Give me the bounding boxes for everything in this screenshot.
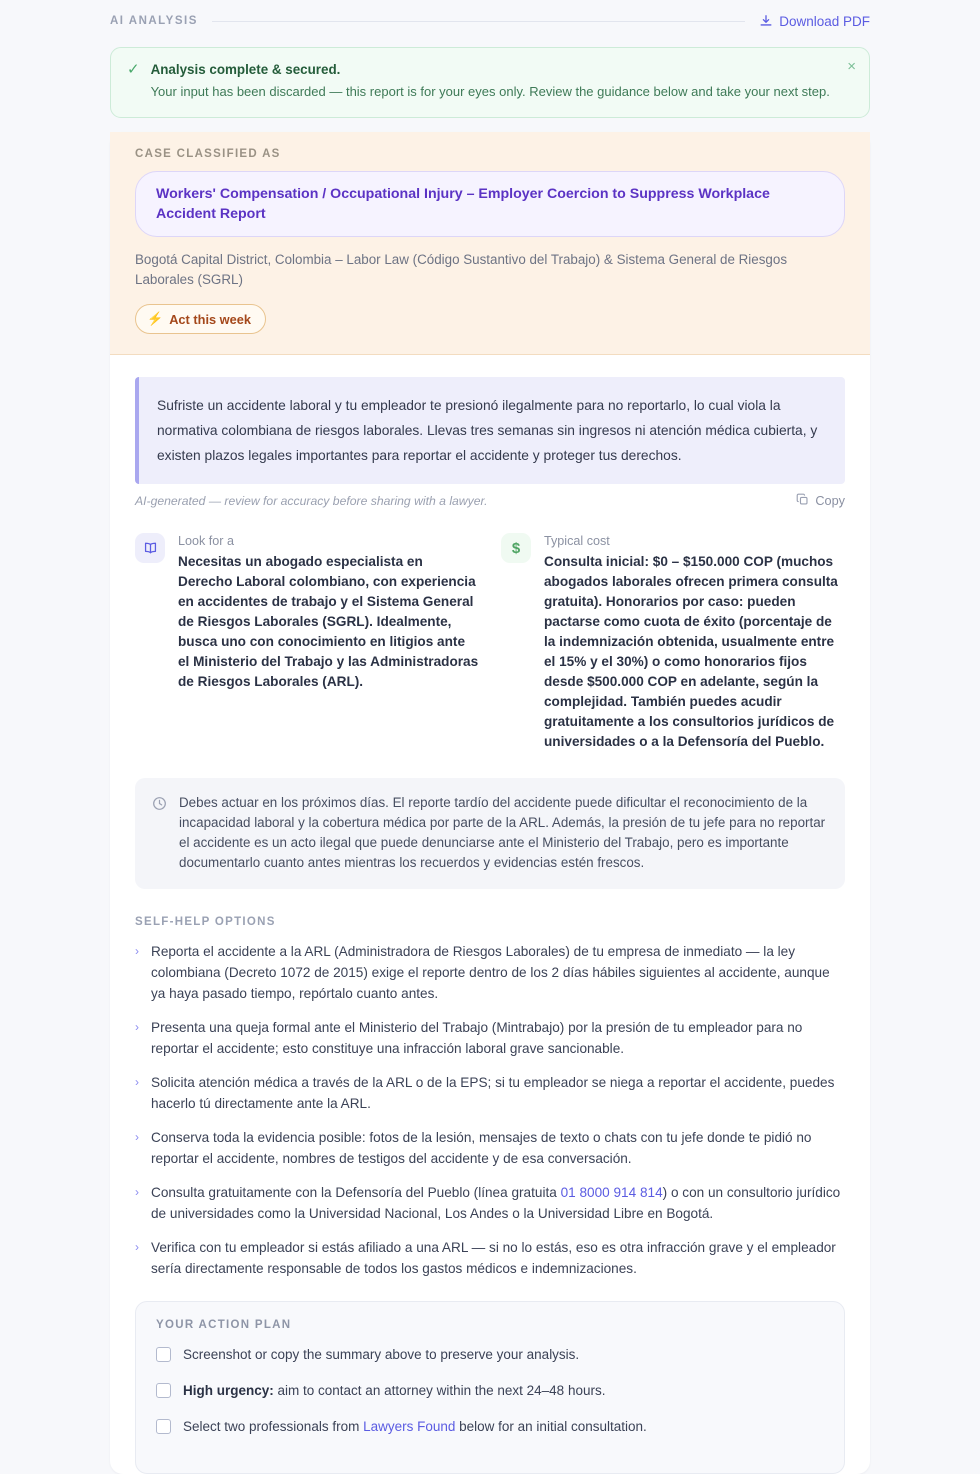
chevron-right-icon: › [135,1240,139,1254]
action-plan-item-text: High urgency: aim to contact an attorney within the next 24–48 hours. [183,1383,606,1398]
self-help-item-text: Conserva toda la evidencia posible: fotos de la lesión, mensajes de texto o chats con tu jefe donde te pidió no reportar el accidente, nombres de testigos del accidente y de esa conversación. [151,1130,812,1166]
action-plan-checkbox[interactable] [156,1419,171,1434]
self-help-item [135,941,845,1004]
action-plan-item-text: Screenshot or copy the summary above to preserve your analysis. [183,1347,580,1362]
detail-typical-cost [501,533,845,752]
chevron-right-icon: › [135,1130,139,1144]
summary-quote: Sufriste un accidente laboral y tu empleador te presionó ilegalmente para no reportarlo, lo cual viola la normativa colombiana de riesgos laborales. Llevas tres semanas sin ingresos ni atención médica cubierta, y existen plazos legales importantes para reportar el accidente y proteger tus derechos. [135,377,845,484]
banner-text: Your input has been discarded — this report is for your eyes only. Review the guidance below and take your next step. [150,84,830,99]
copy-icon [796,493,809,509]
detail-label: Look for a [178,534,235,548]
timing-note [135,778,845,889]
bolt-icon: ⚡ [147,311,164,326]
timing-note-text: Debes actuar en los próximos días. El reporte tardío del accidente puede dificultar el reconocimiento de la incapacidad laboral y la cobertura médica por parte de la ARL. Además, la presión de tu jefe para no reportar el accidente es un acto ilegal que puede denunciarse ante el Ministerio del Trabajo, pero es importante documentarlo cuanto antes mientras los recuerdos y evidencias estén frescos. [179,795,826,870]
action-plan-item-text: Select two professionals from Lawyers Found below for an initial consultation. [183,1419,647,1434]
book-icon [135,533,165,563]
detail-look-for-a [135,533,479,692]
self-help-item [135,1017,845,1059]
chevron-right-icon: › [135,1075,139,1089]
analysis-complete-banner [110,47,870,118]
self-help-item-text: Reporta el accidente a la ARL (Administradora de Riesgos Laborales) de tu empresa de inmediato — la ley colombiana (Decreto 1072 de 2015) exige el reporte dentro de los 2 días hábiles siguientes al accidente, aunque ya haya pasado tiempo, repórtalo cuanto antes. [151,944,830,1001]
summary-footer [135,493,845,509]
report-body [110,355,870,889]
banner-title: Analysis complete & secured. [150,62,341,77]
detail-body [178,533,479,692]
urgency-badge[interactable] [135,304,266,334]
header-divider [212,21,745,22]
action-plan-label: YOUR ACTION PLAN [156,1319,292,1331]
download-pdf-label: Download PDF [779,13,870,29]
copy-button[interactable] [796,493,845,509]
report-card [110,132,870,1474]
action-plan-item [156,1381,824,1400]
detail-columns [135,533,845,752]
self-help-item-text: Consulta gratuitamente con la Defensoría del Pueblo (línea gratuita 01 8000 914 814) o con un consultorio jurídico de universidades como la Universidad Nacional, Los Andes o la Universidad Libre en Bogotá. [151,1185,841,1221]
action-plan-link[interactable]: Lawyers Found [363,1419,456,1434]
case-classified-label: CASE CLASSIFIED AS [135,148,281,160]
chevron-right-icon: › [135,1020,139,1034]
self-help-item [135,1182,845,1224]
self-help-item-text: Solicita atención médica a través de la ARL o de la EPS; si tu empleador se niega a reportar el accidente, puedes hacerlo tú directamente ante la ARL. [151,1075,835,1111]
case-category-pill: Workers' Compensation / Occupational Injury – Employer Coercion to Suppress Workplace Accident Report [135,171,845,237]
detail-value: Necesitas un abogado especialista en Derecho Laboral colombiano, con experiencia en accidentes de trabajo y el Sistema General de Riesgos Laborales (SGRL). Idealmente, busca uno con conocimiento en litigios ante el Ministerio del Trabajo y las Administradoras de Riesgos Laborales (ARL). [178,554,479,689]
self-help-item [135,1237,845,1279]
self-help-item-text: Presenta una queja formal ante el Ministerio del Trabajo (Mintrabajo) por la presión de tu empleador para no reportar el accidente; esto constituye una infracción laboral grave sancionable. [151,1020,803,1056]
self-help-item [135,1072,845,1114]
detail-label: Typical cost [544,534,610,548]
ai-disclaimer: AI-generated — review for accuracy before sharing with a lawyer. [135,494,488,508]
copy-label: Copy [815,494,845,508]
clock-icon [152,793,167,811]
download-icon [759,14,773,28]
check-icon: ✓ [127,61,140,78]
section-header [110,0,870,34]
download-pdf-button[interactable] [759,14,870,29]
action-plan-emphasis: High urgency: [183,1383,274,1398]
section-title: AI ANALYSIS [110,15,198,27]
detail-body [544,533,845,752]
self-help-label: SELF-HELP OPTIONS [135,916,276,928]
jurisdiction-text: Bogotá Capital District, Colombia – Labor Law (Código Sustantivo del Trabajo) & Sistema General de Riesgos Laborales (SGRL) [135,252,788,287]
action-plan-item [156,1345,824,1364]
self-help-list [135,941,845,1279]
close-icon[interactable]: × [847,58,856,75]
action-plan-checkbox[interactable] [156,1347,171,1362]
dollar-icon: $ [501,533,531,563]
action-plan-card [135,1301,845,1474]
chevron-right-icon: › [135,944,139,958]
urgency-badge-label: Act this week [169,311,251,327]
banner-body [151,61,853,102]
self-help-item [135,1127,845,1169]
case-classification-section [110,132,870,355]
action-plan-item [156,1417,824,1436]
self-help-item-text: Verifica con tu empleador si estás afiliado a una ARL — si no lo estás, eso es otra infracción grave y el empleador sería directamente responsable de todos los gastos médicos e indemnizaciones. [151,1240,836,1276]
self-help-section [110,916,870,1279]
self-help-link[interactable]: 01 8000 914 814 [560,1185,663,1200]
action-plan-checkbox[interactable] [156,1383,171,1398]
detail-value: Consulta inicial: $0 – $150.000 COP (muchos abogados laborales ofrecen primera consulta gratuita). Honorarios por caso: pueden pactarse como cuota de éxito (porcentaje de la indemnización obtenida, usualmente entre el 15% y el 30%) o como honorarios fijos desde $500.000 COP en adelante, según la complejidad. También puedes acudir gratuitamente a los consultorios jurídicos de universidades o a la Defensoría del Pueblo. [544,554,838,749]
action-plan-list [156,1345,824,1436]
chevron-right-icon: › [135,1185,139,1199]
